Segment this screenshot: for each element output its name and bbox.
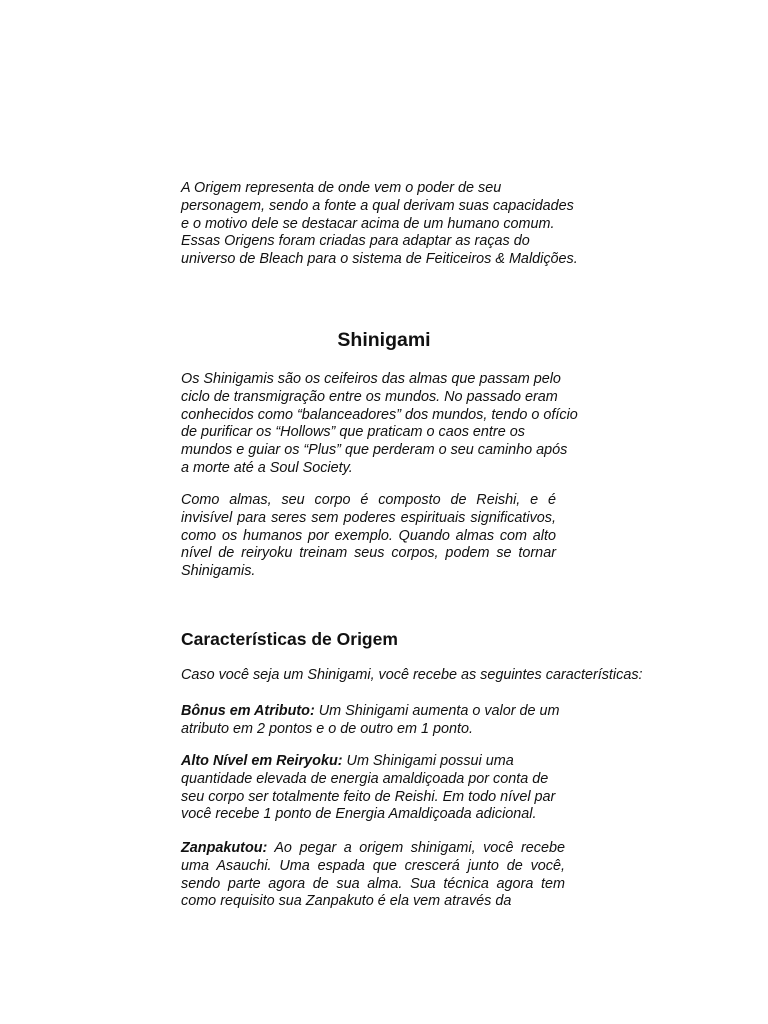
feature-high-reiryoku [181, 753, 566, 824]
section-title: Shinigami [337, 329, 431, 351]
reishi-body-paragraph: Como almas, seu corpo é composto de Reishi, e é invisível para seres sem poderes espirituais significativos, como os humanos por exemplo. Quando almas com alto nível de reiryoku treinam seus corpos, podem se tornar Shinigamis. [181, 492, 556, 580]
feature-text: Ao pegar a origem shinigami, você recebe uma Asauchi. Uma espada que crescerá junto de você, sendo parte agora de sua alma. Sua técnica agora tem como requisito sua Zanpakuto é ela vem através da [181, 840, 565, 910]
intro-paragraph: A Origem representa de onde vem o poder de seu personagem, sendo a fonte a qual derivam suas capacidades e o motivo dele se destacar acima de um humano comum. Essas Origens foram criadas para adaptar as raças do universo de Bleach para o sistema de Feiticeiros & Maldições. [181, 180, 578, 268]
feature-attribute-bonus [181, 703, 571, 739]
feature-term: Zanpakutou: [181, 840, 268, 856]
feature-text: Um Shinigami aumenta o valor de um atributo em 2 pontos e o de outro em 1 ponto. [181, 703, 560, 737]
feature-text: Um Shinigami possui uma quantidade elevada de energia amaldiçoada por conta de seu corpo ser totalmente feito de Reishi. Em todo nível par você recebe 1 ponto de Energia Amaldiçoada adicional. [181, 753, 556, 823]
characteristics-lead: Caso você seja um Shinigami, você recebe as seguintes características: [181, 667, 643, 683]
feature-term: Alto Nível em Reiryoku: [181, 753, 343, 769]
shinigami-description-paragraph: Os Shinigamis são os ceifeiros das almas que passam pelo ciclo de transmigração entre os mundos. No passado eram conhecidos como “balanceadores” dos mundos, tendo o ofício de purificar os “Hollows” que praticam o caos entre os mundos e guiar os “Plus” que perderam o seu caminho após a morte até a Soul Society. [181, 371, 578, 476]
feature-zanpakutou [181, 840, 565, 911]
characteristics-heading: Características de Origem [181, 629, 398, 649]
feature-term: Bônus em Atributo: [181, 703, 315, 719]
